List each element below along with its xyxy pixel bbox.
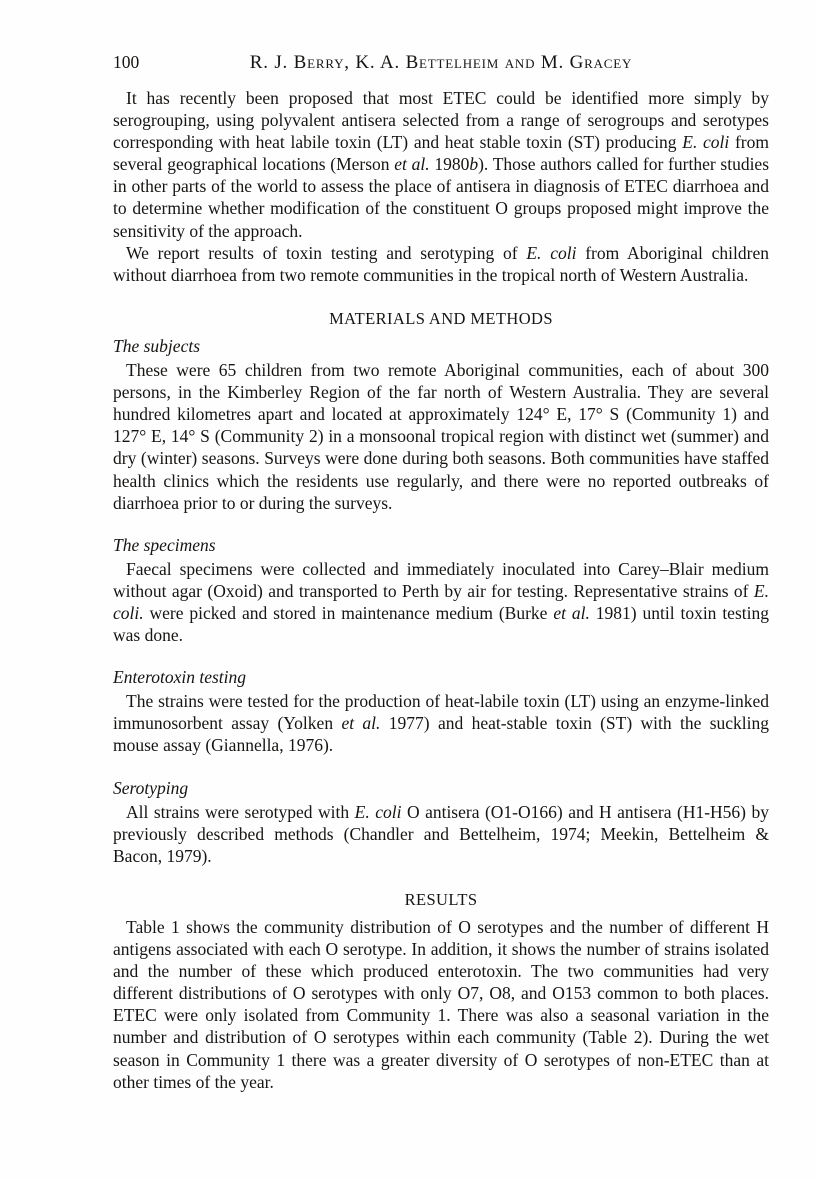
article-body: [113, 87, 769, 1093]
paragraph-results: Table 1 shows the community distribution of O serotypes and the number of different H antigens associated with each O serotype. In addition, it shows the number of strains isolated and the number of these which produced enterotoxin. The two communities had very different distributions of O serotypes with only O7, O8, and O153 common to both places. ETEC were only isolated from Community 1. There was also a seasonal variation in the number and distribution of O serotypes within each community (Table 2). During the wet season in Community 1 there was a greater diversity of O serotypes of non-ETEC than at other times of the year.: [113, 917, 769, 1092]
page-number: 100: [113, 52, 140, 72]
paragraph-specimens: Faecal specimens were collected and immediately inoculated into Carey–Blair medium without agar (Oxoid) and transported to Perth by air for testing. Representative strains of E. coli. were picked and stored in maintenance medium (Burke et al. 1981) until toxin testing was done.: [113, 558, 769, 646]
section-heading-results: RESULTS: [404, 889, 478, 909]
paragraph-intro-1: It has recently been proposed that most ETEC could be identified more simply by serogrouping, using polyvalent antisera selected from a range of serogroups and serotypes corresponding with heat labile toxin (LT) and heat stable toxin (ST) producing E. coli from several geographical locations (Merson et al. 1980b). Those authors called for further studies in other parts of the world to assess the place of antisera in diagnosis of ETEC diarrhoea and to determine whether modification of the constituent O groups proposed might improve the sensitivity of the approach.: [113, 88, 770, 241]
paragraph-subjects: These were 65 children from two remote Aboriginal communities, each of about 300 persons, in the Kimberley Region of the far north of Western Australia. They are several hundred kilometres apart and located at approximately 124° E, 17° S (Community 1) and 127° E, 14° S (Community 2) in a monsoonal tropical region with distinct wet (summer) and dry (winter) seasons. Surveys were done during both seasons. Both communities have staffed health clinics which the residents use regularly, and there were no reported outbreaks of diarrhoea prior to or during the surveys.: [113, 360, 769, 513]
subheading-enterotoxin-testing: Enterotoxin testing: [113, 667, 247, 688]
subheading-the-specimens: The specimens: [113, 534, 216, 555]
running-head: R. J. Berry, K. A. Bettelheim and M. Gracey: [249, 52, 633, 73]
section-heading-materials-and-methods: MATERIALS AND METHODS: [329, 308, 553, 328]
subheading-serotyping: Serotyping: [113, 777, 189, 798]
subheading-the-subjects: The subjects: [113, 335, 201, 356]
paragraph-intro-2: We report results of toxin testing and serotyping of E. coli from Aboriginal children without diarrhoea from two remote communities in the tropical north of Western Australia.: [113, 242, 769, 285]
paragraph-serotyping: All strains were serotyped with E. coli O antisera (O1-O166) and H antisera (H1-H56) by previously described methods (Chandler and Bettelheim, 1974; Meekin, Bettelheim & Bacon, 1979).: [113, 801, 770, 866]
page-header: [113, 52, 769, 76]
paragraph-enterotoxin: The strains were tested for the production of heat-labile toxin (LT) using an enzyme-linked immunosorbent assay (Yolken et al. 1977) and heat-stable toxin (ST) with the suckling mouse assay (Giannella, 1976).: [113, 691, 770, 756]
